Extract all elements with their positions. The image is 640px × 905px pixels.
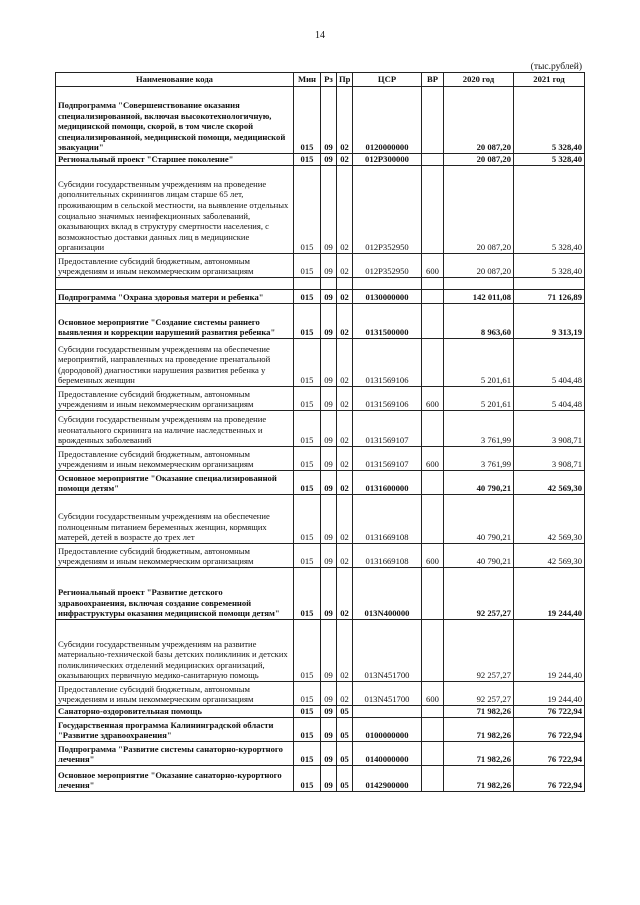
cell-min: 015 [294, 682, 321, 706]
cell-csr: 0131600000 [353, 471, 422, 495]
cell-min: 015 [294, 495, 321, 544]
header-vr: ВР [422, 73, 444, 87]
cell-2020: 20 087,20 [444, 87, 514, 154]
cell-vr [422, 471, 444, 495]
cell-csr: 0131500000 [353, 304, 422, 339]
cell-2020: 3 761,99 [444, 447, 514, 471]
cell-csr: 0130000000 [353, 290, 422, 304]
cell-2021: 9 313,19 [514, 304, 585, 339]
cell-2020: 5 201,61 [444, 387, 514, 411]
cell-min: 015 [294, 166, 321, 254]
cell-2020: 71 982,26 [444, 718, 514, 742]
cell-name: Субсидии государственным учреждениям на проведение неонатального скрининга на наличие наследственных и врожденных заболеваний [56, 411, 294, 447]
cell-2020: 8 963,60 [444, 304, 514, 339]
cell-2021: 5 328,40 [514, 166, 585, 254]
table-row [56, 387, 585, 411]
cell-pr: 02 [337, 447, 353, 471]
cell-2020: 71 982,26 [444, 706, 514, 718]
cell-2020: 92 257,27 [444, 568, 514, 620]
budget-table [55, 72, 585, 792]
cell-pr: 02 [337, 254, 353, 278]
cell-2021: 19 244,40 [514, 620, 585, 682]
table-row [56, 620, 585, 682]
cell-rz: 09 [321, 166, 337, 254]
cell-2020: 71 982,26 [444, 742, 514, 766]
cell-rz: 09 [321, 620, 337, 682]
table-row [56, 166, 585, 254]
cell-2021: 42 569,30 [514, 495, 585, 544]
cell-2021: 76 722,94 [514, 706, 585, 718]
table-row [56, 154, 585, 166]
spacer-cell [514, 278, 585, 290]
spacer-cell [353, 278, 422, 290]
cell-2020: 40 790,21 [444, 471, 514, 495]
cell-rz: 09 [321, 254, 337, 278]
cell-2020: 5 201,61 [444, 339, 514, 387]
table-row [56, 568, 585, 620]
cell-pr: 02 [337, 87, 353, 154]
cell-2020: 71 982,26 [444, 766, 514, 792]
cell-2021: 76 722,94 [514, 718, 585, 742]
cell-2021: 19 244,40 [514, 568, 585, 620]
cell-rz: 09 [321, 682, 337, 706]
cell-vr [422, 568, 444, 620]
cell-pr: 02 [337, 339, 353, 387]
cell-csr: 0131569106 [353, 387, 422, 411]
cell-pr: 02 [337, 166, 353, 254]
table-row [56, 411, 585, 447]
cell-name: Предоставление субсидий бюджетным, автономным учреждениям и иным некоммерческим организациям [56, 254, 294, 278]
cell-min: 015 [294, 411, 321, 447]
cell-min: 015 [294, 742, 321, 766]
cell-csr: 0120000000 [353, 87, 422, 154]
unit-note: (тыс.рублей) [530, 62, 582, 72]
cell-csr: 0131669108 [353, 495, 422, 544]
cell-min: 015 [294, 620, 321, 682]
cell-2021: 76 722,94 [514, 766, 585, 792]
cell-min: 015 [294, 706, 321, 718]
cell-name: Региональный проект "Развитие детского здравоохранения, включая создание современной инфраструктуры оказания медицинской помощи детям" [56, 568, 294, 620]
cell-vr [422, 495, 444, 544]
cell-vr: 600 [422, 254, 444, 278]
cell-2020: 40 790,21 [444, 495, 514, 544]
cell-name: Субсидии государственным учреждениям на обеспечение мероприятий, направленных на проведение пренатальной (дородовой) диагностики нарушения развития ребенка у беременных женщин [56, 339, 294, 387]
cell-min: 015 [294, 447, 321, 471]
cell-2021: 71 126,89 [514, 290, 585, 304]
cell-vr [422, 290, 444, 304]
cell-2020: 20 087,20 [444, 166, 514, 254]
cell-rz: 09 [321, 471, 337, 495]
cell-pr: 02 [337, 682, 353, 706]
cell-rz: 09 [321, 339, 337, 387]
cell-csr: 013N451700 [353, 682, 422, 706]
cell-2020: 92 257,27 [444, 620, 514, 682]
cell-min: 015 [294, 766, 321, 792]
cell-csr: 0140000000 [353, 742, 422, 766]
cell-pr: 02 [337, 568, 353, 620]
cell-rz: 09 [321, 742, 337, 766]
cell-rz: 09 [321, 544, 337, 568]
table-row [56, 718, 585, 742]
table-row [56, 682, 585, 706]
cell-pr: 02 [337, 290, 353, 304]
cell-vr [422, 620, 444, 682]
cell-csr: 0131569106 [353, 339, 422, 387]
cell-pr: 05 [337, 742, 353, 766]
table-row [56, 447, 585, 471]
cell-min: 015 [294, 544, 321, 568]
cell-rz: 09 [321, 87, 337, 154]
cell-min: 015 [294, 304, 321, 339]
cell-pr: 02 [337, 495, 353, 544]
cell-csr: 0100000000 [353, 718, 422, 742]
cell-name: Основное мероприятие "Оказание санаторно-курортного лечения" [56, 766, 294, 792]
cell-rz: 09 [321, 706, 337, 718]
spacer-cell [444, 278, 514, 290]
cell-rz: 09 [321, 447, 337, 471]
cell-2020: 40 790,21 [444, 544, 514, 568]
cell-2021: 5 328,40 [514, 87, 585, 154]
cell-rz: 09 [321, 290, 337, 304]
cell-name: Предоставление субсидий бюджетным, автономным учреждениям и иным некоммерческим организациям [56, 682, 294, 706]
cell-vr [422, 411, 444, 447]
table-row [56, 304, 585, 339]
header-rz: Рз [321, 73, 337, 87]
cell-pr: 05 [337, 706, 353, 718]
cell-vr [422, 742, 444, 766]
cell-pr: 02 [337, 387, 353, 411]
cell-min: 015 [294, 471, 321, 495]
table-row [56, 339, 585, 387]
page-number: 14 [315, 30, 325, 41]
cell-pr: 02 [337, 620, 353, 682]
cell-min: 015 [294, 87, 321, 154]
cell-vr [422, 154, 444, 166]
cell-csr: 0131669108 [353, 544, 422, 568]
cell-min: 015 [294, 254, 321, 278]
cell-2020: 142 011,08 [444, 290, 514, 304]
cell-2021: 5 328,40 [514, 254, 585, 278]
cell-rz: 09 [321, 495, 337, 544]
cell-vr: 600 [422, 387, 444, 411]
cell-min: 015 [294, 290, 321, 304]
header-2021: 2021 год [514, 73, 585, 87]
table-row [56, 766, 585, 792]
spacer-cell [294, 278, 321, 290]
cell-rz: 09 [321, 411, 337, 447]
table-row [56, 290, 585, 304]
cell-vr [422, 706, 444, 718]
cell-pr: 02 [337, 304, 353, 339]
table-row [56, 742, 585, 766]
cell-2020: 20 087,20 [444, 154, 514, 166]
header-pr: Пр [337, 73, 353, 87]
header-min: Мин [294, 73, 321, 87]
cell-rz: 09 [321, 387, 337, 411]
spacer-cell [422, 278, 444, 290]
cell-rz: 09 [321, 154, 337, 166]
cell-vr: 600 [422, 682, 444, 706]
table-row [56, 706, 585, 718]
cell-csr: 0142900000 [353, 766, 422, 792]
header-csr: ЦСР [353, 73, 422, 87]
table-row [56, 87, 585, 154]
header-2020: 2020 год [444, 73, 514, 87]
cell-2021: 3 908,71 [514, 411, 585, 447]
cell-2021: 42 569,30 [514, 544, 585, 568]
table-row [56, 544, 585, 568]
cell-vr [422, 339, 444, 387]
cell-csr: 012P352950 [353, 254, 422, 278]
cell-name: Государственная программа Калининградской области "Развитие здравоохранения" [56, 718, 294, 742]
cell-2020: 20 087,20 [444, 254, 514, 278]
cell-name: Подпрограмма "Совершенствование оказания специализированной, включая высокотехнологичную, медицинской помощи, скорой, в том числе скорой специализированной, медицинской помощи, медицинской эвакуации" [56, 87, 294, 154]
spacer-cell [56, 278, 294, 290]
header-row [56, 73, 585, 87]
cell-name: Подпрограмма "Охрана здоровья матери и ребенка" [56, 290, 294, 304]
cell-vr: 600 [422, 544, 444, 568]
cell-min: 015 [294, 339, 321, 387]
cell-2021: 42 569,30 [514, 471, 585, 495]
cell-vr [422, 766, 444, 792]
cell-csr: 012P352950 [353, 166, 422, 254]
cell-vr [422, 166, 444, 254]
cell-rz: 09 [321, 718, 337, 742]
cell-pr: 05 [337, 718, 353, 742]
cell-pr: 05 [337, 766, 353, 792]
cell-csr: 0131569107 [353, 411, 422, 447]
table-row [56, 471, 585, 495]
spacer-cell [337, 278, 353, 290]
cell-2021: 5 328,40 [514, 154, 585, 166]
cell-csr: 0131569107 [353, 447, 422, 471]
cell-pr: 02 [337, 471, 353, 495]
cell-vr [422, 304, 444, 339]
cell-2021: 5 404,48 [514, 339, 585, 387]
table-row [56, 254, 585, 278]
cell-name: Региональный проект "Старшее поколение" [56, 154, 294, 166]
cell-min: 015 [294, 568, 321, 620]
cell-pr: 02 [337, 544, 353, 568]
spacer-row [56, 278, 585, 290]
cell-vr: 600 [422, 447, 444, 471]
cell-2020: 3 761,99 [444, 411, 514, 447]
cell-2021: 76 722,94 [514, 742, 585, 766]
cell-name: Субсидии государственным учреждениям на развитие материально-технической базы детских поликлиник и детских поликлинических отделений медицинских организаций, оказывающих первичную медико-санитарную помощь [56, 620, 294, 682]
cell-2020: 92 257,27 [444, 682, 514, 706]
cell-vr [422, 87, 444, 154]
cell-name: Предоставление субсидий бюджетным, автономным учреждениям и иным некоммерческим организациям [56, 387, 294, 411]
cell-csr: 012P300000 [353, 154, 422, 166]
cell-rz: 09 [321, 766, 337, 792]
table-row [56, 495, 585, 544]
cell-name: Основное мероприятие "Создание системы раннего выявления и коррекции нарушений развития ребенка" [56, 304, 294, 339]
cell-name: Предоставление субсидий бюджетным, автономным учреждениям и иным некоммерческим организациям [56, 544, 294, 568]
cell-name: Санаторно-оздоровительная помощь [56, 706, 294, 718]
cell-rz: 09 [321, 568, 337, 620]
cell-csr [353, 706, 422, 718]
spacer-cell [321, 278, 337, 290]
cell-2021: 19 244,40 [514, 682, 585, 706]
cell-vr [422, 718, 444, 742]
cell-2021: 5 404,48 [514, 387, 585, 411]
cell-name: Предоставление субсидий бюджетным, автономным учреждениям и иным некоммерческим организациям [56, 447, 294, 471]
cell-rz: 09 [321, 304, 337, 339]
cell-pr: 02 [337, 154, 353, 166]
header-name: Наименование кода [56, 73, 294, 87]
cell-min: 015 [294, 718, 321, 742]
cell-min: 015 [294, 154, 321, 166]
cell-csr: 013N451700 [353, 620, 422, 682]
cell-name: Основное мероприятие "Оказание специализированной помощи детям" [56, 471, 294, 495]
cell-pr: 02 [337, 411, 353, 447]
cell-name: Субсидии государственным учреждениям на обеспечение полноценным питанием беременных женщин, кормящих матерей, детей в возрасте до трех лет [56, 495, 294, 544]
cell-2021: 3 908,71 [514, 447, 585, 471]
cell-csr: 013N400000 [353, 568, 422, 620]
cell-name: Подпрограмма "Развитие системы санаторно-курортного лечения" [56, 742, 294, 766]
cell-name: Субсидии государственным учреждениям на проведение дополнительных скринингов лицам старше 65 лет, проживающим в сельской местности, на выявление отдельных социально значимых неинфекционных заболеваний, оказывающих вклад в структуру смертности населения, с возможностью доставки данных лиц в медицинские организации [56, 166, 294, 254]
cell-min: 015 [294, 387, 321, 411]
